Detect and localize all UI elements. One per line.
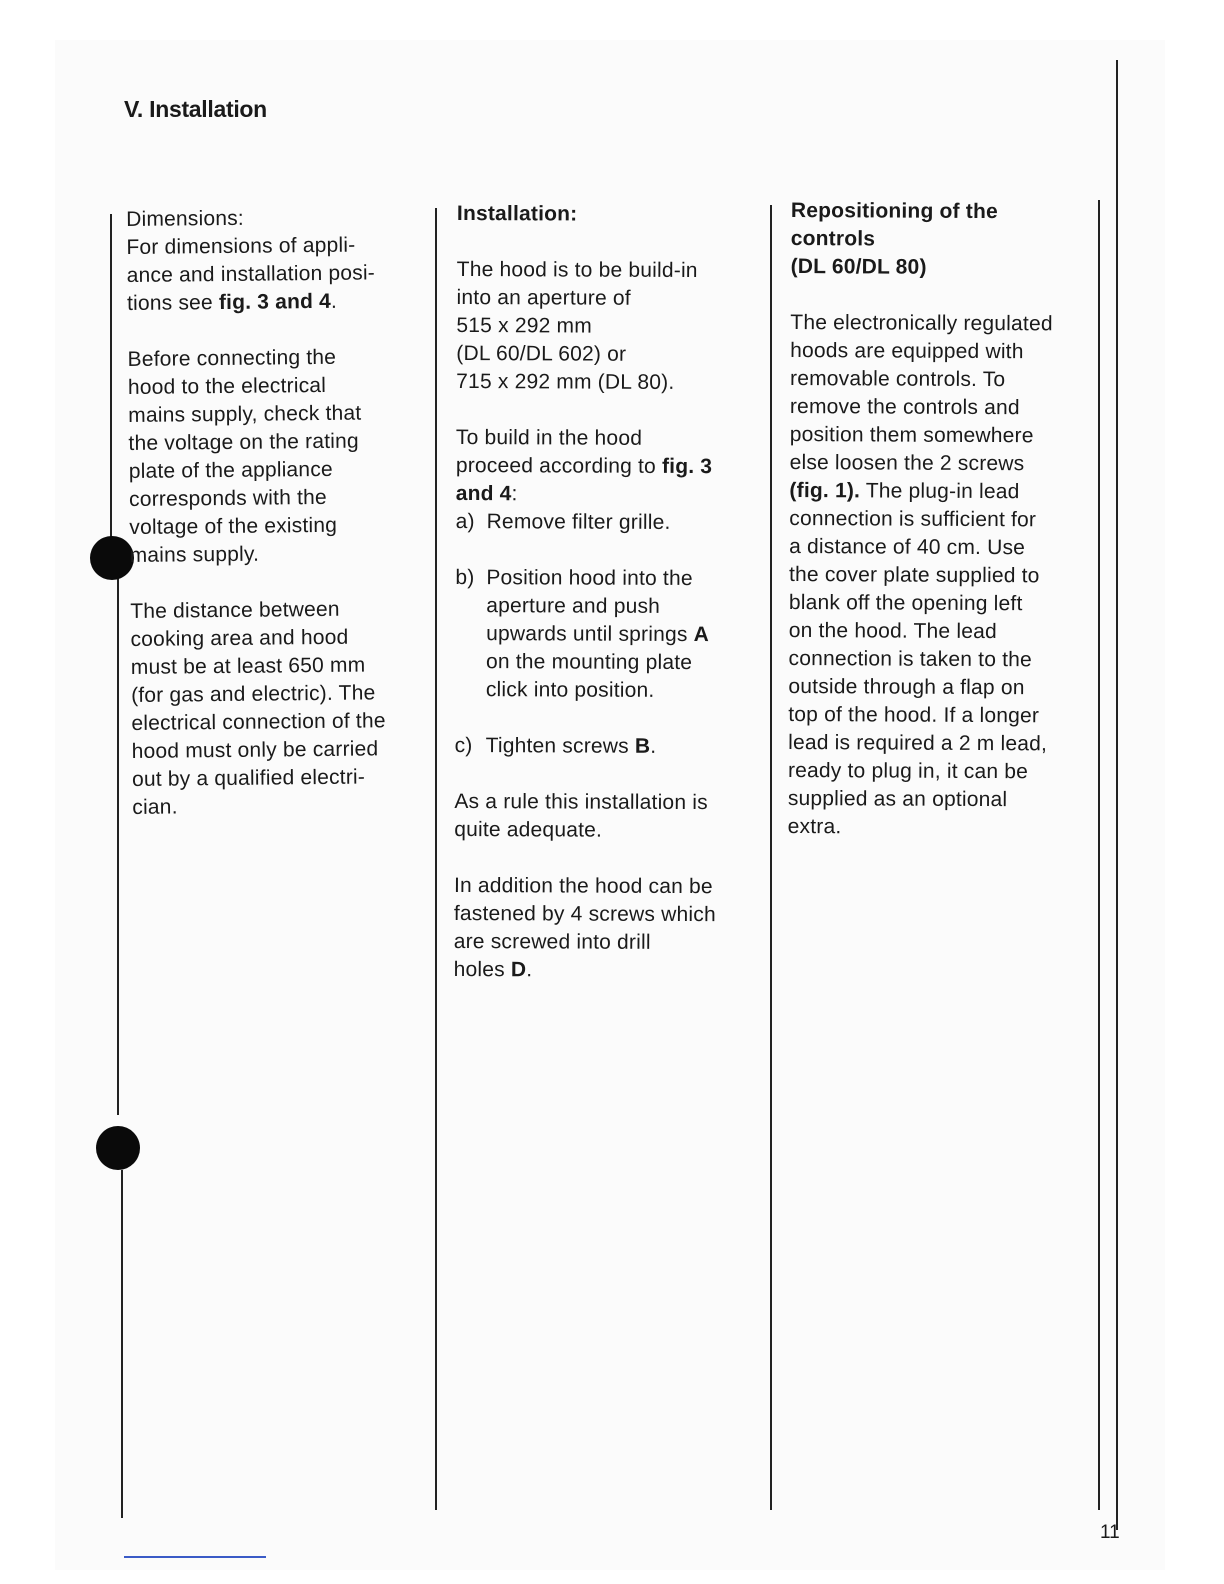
column-heading: controls xyxy=(790,226,876,251)
list-text: aperture and push xyxy=(486,594,661,618)
text-line: The electronically regulated xyxy=(790,310,1053,336)
text-line: The hood is to be build-in xyxy=(456,257,698,283)
text-line: a distance of 40 cm. Use xyxy=(789,534,1026,560)
bottom-divider xyxy=(124,1556,266,1558)
text-line: In addition the hood can be xyxy=(453,873,713,899)
text-line: must be at least 650 mm xyxy=(130,653,366,679)
text-line: The distance between xyxy=(130,597,340,623)
figure-reference: (fig. 1). xyxy=(789,478,861,503)
page-number: 11 xyxy=(1100,1522,1120,1543)
text-line: mains supply. xyxy=(129,542,260,567)
column-dimensions xyxy=(126,203,432,822)
text-line: 515 x 292 mm xyxy=(456,313,592,338)
text-line: removable controls. To xyxy=(789,366,1006,392)
text-line: corresponds with the xyxy=(128,485,327,511)
list-marker: a) xyxy=(455,509,475,534)
text-line: 715 x 292 mm (DL 80). xyxy=(456,369,675,394)
text-line: lead is required a 2 m lead, xyxy=(788,730,1048,756)
text-line: extra. xyxy=(787,814,842,839)
column-rule xyxy=(435,208,437,1510)
text-line: connection is sufficient for xyxy=(789,506,1037,532)
text-line: the voltage on the rating xyxy=(128,429,359,455)
text-line: position them somewhere xyxy=(789,422,1034,448)
list-item-a xyxy=(456,508,761,537)
list-item-b xyxy=(455,564,761,705)
text-line: into an aperture of xyxy=(456,285,631,310)
list-item-c xyxy=(455,732,760,761)
text-line: outside through a flap on xyxy=(788,674,1025,700)
text-line: (DL 60/DL 602) or xyxy=(456,341,627,366)
figure-reference: fig. 3 and 4 xyxy=(218,289,332,315)
text-line: else loosen the 2 screws xyxy=(789,450,1025,476)
column-rule xyxy=(770,205,772,1510)
text-line: ready to plug in, it can be xyxy=(787,758,1029,784)
list-text: Position hood into the xyxy=(486,566,693,591)
list-marker: b) xyxy=(455,565,475,590)
column-installation xyxy=(454,200,762,985)
text-line: (fig. 1). The plug-in lead xyxy=(789,478,1020,504)
text-line: To build in the hood xyxy=(455,425,643,450)
text-line: For dimensions of appli- xyxy=(126,233,356,259)
text-line: top of the hood. If a longer xyxy=(788,702,1040,728)
list-text: upwards until springs A xyxy=(486,622,710,647)
figure-reference: fig. 3 xyxy=(661,454,713,479)
list-text: Tighten screws B. xyxy=(485,734,657,758)
column-rule xyxy=(1098,200,1100,1510)
column-rule xyxy=(117,575,119,1115)
text-line: remove the controls and xyxy=(789,394,1020,420)
text-line: As a rule this installation is xyxy=(454,789,708,815)
text-line: voltage of the existing xyxy=(129,513,338,539)
part-label: D xyxy=(510,958,527,982)
column-repositioning xyxy=(788,197,1091,843)
text-line: cian. xyxy=(132,795,178,819)
text-line: blank off the opening left xyxy=(788,590,1023,616)
list-text: on the mounting plate xyxy=(485,650,693,675)
column-heading: (DL 60/DL 80) xyxy=(790,254,927,279)
text-line: electrical connection of the xyxy=(131,709,386,735)
column-rule xyxy=(121,1170,123,1518)
list-text: Remove filter grille. xyxy=(486,510,671,534)
punch-hole xyxy=(96,1126,140,1170)
text-line: holes D. xyxy=(453,957,533,982)
part-label: B xyxy=(634,734,651,758)
section-title: V. Installation xyxy=(124,96,267,122)
column-rule xyxy=(110,214,112,554)
text-line: are screwed into drill xyxy=(453,929,651,954)
text-line: Dimensions: xyxy=(126,206,245,231)
text-line: (for gas and electric). The xyxy=(131,681,376,707)
text-line: supplied as an optional xyxy=(787,786,1008,812)
punch-hole xyxy=(90,536,134,580)
text-line: hood to the electrical xyxy=(127,373,327,399)
text-line: fastened by 4 screws which xyxy=(453,901,716,927)
column-heading: Installation: xyxy=(456,201,578,226)
text-line: on the hood. The lead xyxy=(788,618,997,644)
list-text: click into position. xyxy=(485,678,655,702)
list-marker: c) xyxy=(454,733,473,758)
text-line: and 4: xyxy=(455,481,518,506)
text-line: the cover plate supplied to xyxy=(788,562,1040,588)
text-line: plate of the appliance xyxy=(128,457,333,483)
text-line: hood must only be carried xyxy=(131,737,379,763)
column-rule xyxy=(1116,60,1118,1530)
text-line: Before connecting the xyxy=(127,345,337,371)
text-line: hoods are equipped with xyxy=(790,338,1024,364)
text-line: quite adequate. xyxy=(454,817,603,842)
text-line: proceed according to fig. 3 xyxy=(455,453,713,479)
text-line: mains supply, check that xyxy=(128,401,362,427)
text-line: out by a qualified electri- xyxy=(131,765,366,791)
text-line: cooking area and hood xyxy=(130,625,349,651)
part-label: A xyxy=(693,623,710,647)
figure-reference: and 4 xyxy=(455,481,512,506)
text-line: connection is taken to the xyxy=(788,646,1032,672)
text-line: ance and installation posi- xyxy=(126,261,376,287)
column-heading: Repositioning of the xyxy=(790,198,998,224)
text-line: tions see fig. 3 and 4. xyxy=(126,289,338,315)
